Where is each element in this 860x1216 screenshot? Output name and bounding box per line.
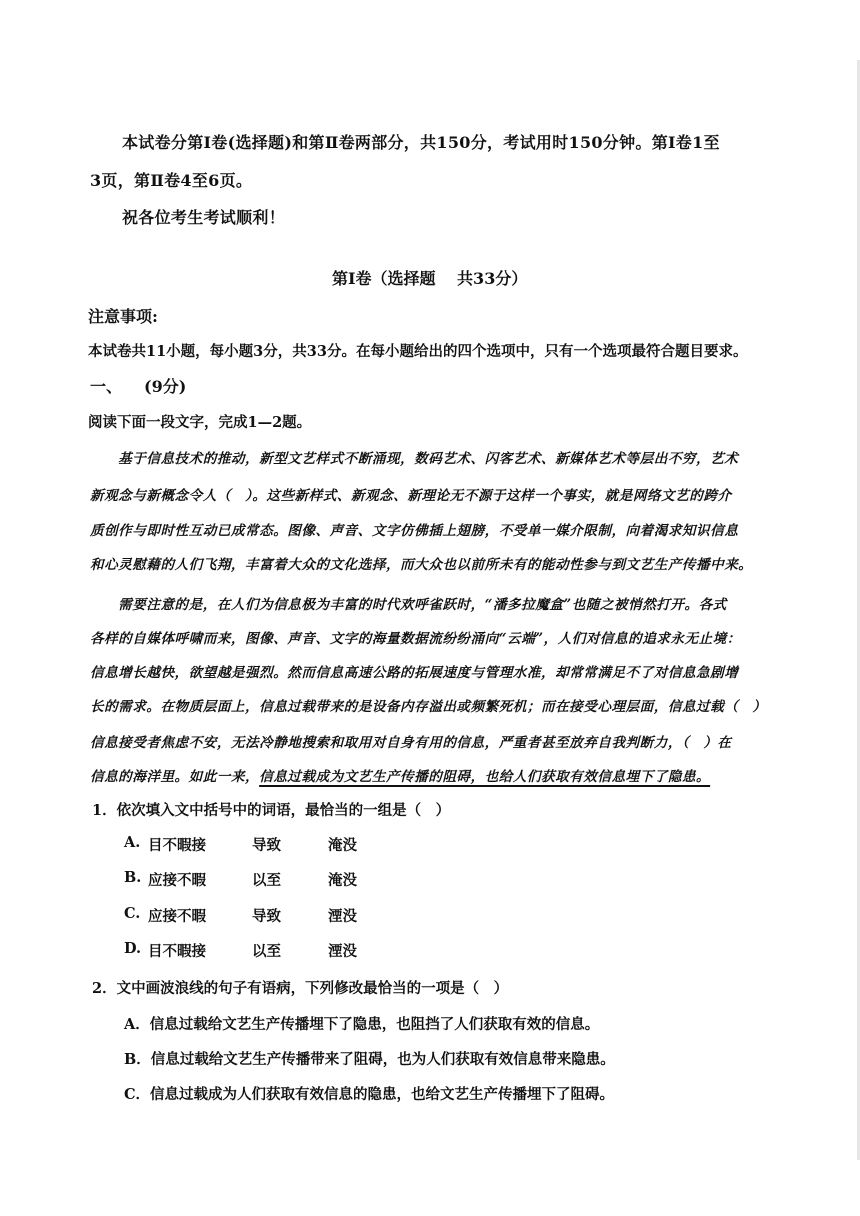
q1-option-b-word2: 以至 <box>252 872 281 889</box>
reading-instruction: 阅读下面一段文字，完成1—2题。 <box>88 414 312 431</box>
passage-line-1: 基于信息技术的推动，新型文艺样式不断涌现，数码艺术、闪客艺术、新媒体艺术等层出不穷，艺术 <box>90 451 739 467</box>
passage-line-10 <box>90 765 710 785</box>
passage-line-3: 质创作与即时性互动已成常态。图像、声音、文字仿佛插上翅膀，不受单一媒介限制，向着渴求知识信息 <box>90 523 739 539</box>
q1-option-d-word2: 以至 <box>252 943 281 960</box>
q1-option-a-letter: A. <box>124 834 141 851</box>
passage-line-10-lead: 信息的海洋里。如此一来， <box>90 769 260 785</box>
q2-option-a: A．信息过载给文艺生产传播埋下了隐患，也阻挡了人们获取有效的信息。 <box>124 1016 600 1033</box>
notice-text: 本试卷共11小题，每小题3分，共33分。在每小题给出的四个选项中，只有一个选项最符合题目要求。 <box>88 343 748 360</box>
wavy-underlined-sentence: 信息过载成为文艺生产传播的阻碍，也给人们获取有效信息埋下了隐患。 <box>259 769 711 785</box>
q1-option-a-word1: 目不暇接 <box>148 837 206 854</box>
passage-line-2: 新观念与新概念令人（ ）。这些新样式、新观念、新理论无不源于这样一个事实，就是网络文艺的跨介 <box>90 488 732 504</box>
q1-option-d-letter: D. <box>124 940 142 957</box>
part-label: 一、 <box>90 377 123 396</box>
passage-line-5: 需要注意的是，在人们为信息极为丰富的时代欢呼雀跃时，“潘多拉魔盒”也随之被悄然打开。各式 <box>90 597 727 613</box>
q1-option-b-letter: B. <box>124 869 142 886</box>
intro-line-1: 本试卷分第Ⅰ卷(选择题)和第Ⅱ卷两部分，共150分，考试用时150分钟。第Ⅰ卷1至 <box>122 133 720 152</box>
q2-option-b: B．信息过载给文艺生产传播带来了阻碍，也为人们获取有效信息带来隐患。 <box>124 1051 615 1068</box>
q1-option-a-word3: 淹没 <box>328 837 357 854</box>
q1-option-b-word3: 淹没 <box>328 872 357 889</box>
q1-stem: 1．依次填入文中括号中的词语，最恰当的一组是（ ） <box>92 802 451 819</box>
section-title: 第Ⅰ卷（选择题 共33分） <box>332 269 528 288</box>
passage-line-8: 长的需求。在物质层面上，信息过载带来的是设备内存溢出或频繁死机；而在接受心理层面，信息过载（ ） <box>90 699 767 715</box>
q1-option-b-word1: 应接不暇 <box>148 872 206 889</box>
q1-option-a-word2: 导致 <box>252 837 281 854</box>
wish-text: 祝各位考生考试顺利！ <box>122 208 286 227</box>
passage-line-6: 各样的自媒体呼啸而来，图像、声音、文字的海量数据流纷纷涌向“云端”，人们对信息的追求永无止境： <box>90 631 741 647</box>
part-score: (9分) <box>144 377 187 396</box>
q1-option-c-word2: 导致 <box>252 908 281 925</box>
q1-option-c-word3: 湮没 <box>328 908 357 925</box>
q1-option-c-letter: C. <box>124 905 141 922</box>
notice-heading: 注意事项: <box>88 307 158 326</box>
q1-option-d-word1: 目不暇接 <box>148 943 206 960</box>
q2-stem: 2．文中画波浪线的句子有语病，下列修改最恰当的一项是（ ） <box>92 980 509 997</box>
passage-line-7: 信息增长越快，欲望越是强烈。然而信息高速公路的拓展速度与管理水准，却常常满足不了对信息急剧增 <box>90 665 739 681</box>
q1-option-c-word1: 应接不暇 <box>148 908 206 925</box>
passage-line-4: 和心灵慰藉的人们飞翔，丰富着大众的文化选择，而大众也以前所未有的能动性参与到文艺生产传播中来。 <box>90 557 753 573</box>
q2-option-c: C．信息过载成为人们获取有效信息的隐患，也给文艺生产传播埋下了阻碍。 <box>124 1086 615 1103</box>
passage-line-9: 信息接受者焦虑不安，无法冷静地搜索和取用对自身有用的信息，严重者甚至放弃自我判断力，（ ）在 <box>90 735 732 751</box>
intro-line-2: 3页，第Ⅱ卷4至6页。 <box>90 171 253 190</box>
q1-option-d-word3: 湮没 <box>328 943 357 960</box>
